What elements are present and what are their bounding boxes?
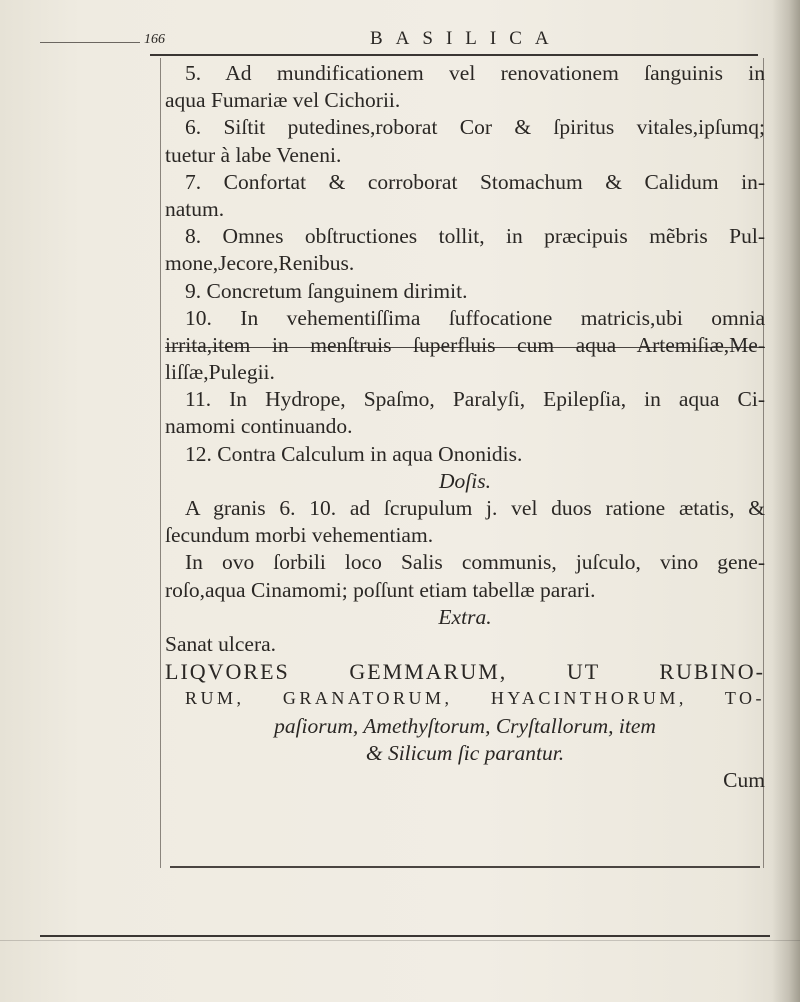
chapter-heading-line: paſiorum, Amethyſtorum, Cryſtallorum, item [274,713,656,738]
text-line: tuetur à labe Veneni. [165,142,342,167]
text-line: 9. Concretum ſanguinem dirimit. [185,278,468,303]
top-page-edge-rule [40,42,140,43]
text-line: 8. Omnes obſtructiones tollit, in præcipuis mẽbris Pul- [185,224,765,249]
text-line: irrita,item in menſtruis ſuperfluis cum aqua Artemiſiæ,Me- [165,332,765,357]
text-line: natum. [165,196,225,221]
bottom-page-edge-rule [40,935,770,937]
text-line: 10. In vehementiſſima ſuffocatione matricis,ubi omnia [185,305,765,330]
text-line: roſo,aqua Cinamomi; poſſunt etiam tabellæ parari. [165,577,596,602]
left-margin-rule [160,58,161,868]
text-line: 5. Ad mundificationem vel renovationem ſanguinis in [185,61,765,85]
text-line: namomi continuando. [165,414,353,439]
text-line: liſſæ,Pulegii. [165,360,275,385]
text-line: 11. In Hydrope, Spaſmo, Paralyſi, Epilepſia, in aqua Ci- [185,387,765,412]
text-line: In ovo ſorbili loco Salis communis, juſculo, vino gene- [185,550,765,575]
text-line: 12. Contra Calculum in aqua Ononidis. [185,441,523,466]
main-text-block [165,60,765,794]
text-line: Sanat ulcera. [165,631,277,656]
scan-line [0,940,800,941]
text-line: A granis 6. 10. ad ſcrupulum j. vel duos ratione ætatis, & [185,496,765,520]
section-heading-dosis: Doſis. [439,468,491,493]
text-line: mone,Jecore,Renibus. [165,251,355,276]
header-rule [150,54,758,56]
running-title: BASILICA [370,28,562,49]
catchword: Cum [723,767,765,792]
text-line: 6. Siſtit putedines,roborat Cor & ſpiritus vitales,ipſumq; [185,115,765,140]
page-number: 166 [144,32,165,47]
text-line: ſecundum morbi vehementiam. [165,523,434,548]
page-header [140,28,760,54]
page-gutter-shadow [772,0,800,1002]
chapter-heading-line: RUM, GRANATORUM, HYACINTHORUM, TO- [185,688,765,709]
chapter-heading-line: LIQVORES GEMMARUM, UT RUBINO- [165,659,765,685]
text-line: aqua Fumariæ vel Cichorii. [165,88,401,113]
bottom-text-rule [170,866,760,868]
text-line: 7. Confortat & corroborat Stomachum & Calidum in- [185,169,765,194]
chapter-heading-line: & Silicum ſic parantur. [365,740,565,765]
section-heading-extra: Extra. [438,604,492,629]
